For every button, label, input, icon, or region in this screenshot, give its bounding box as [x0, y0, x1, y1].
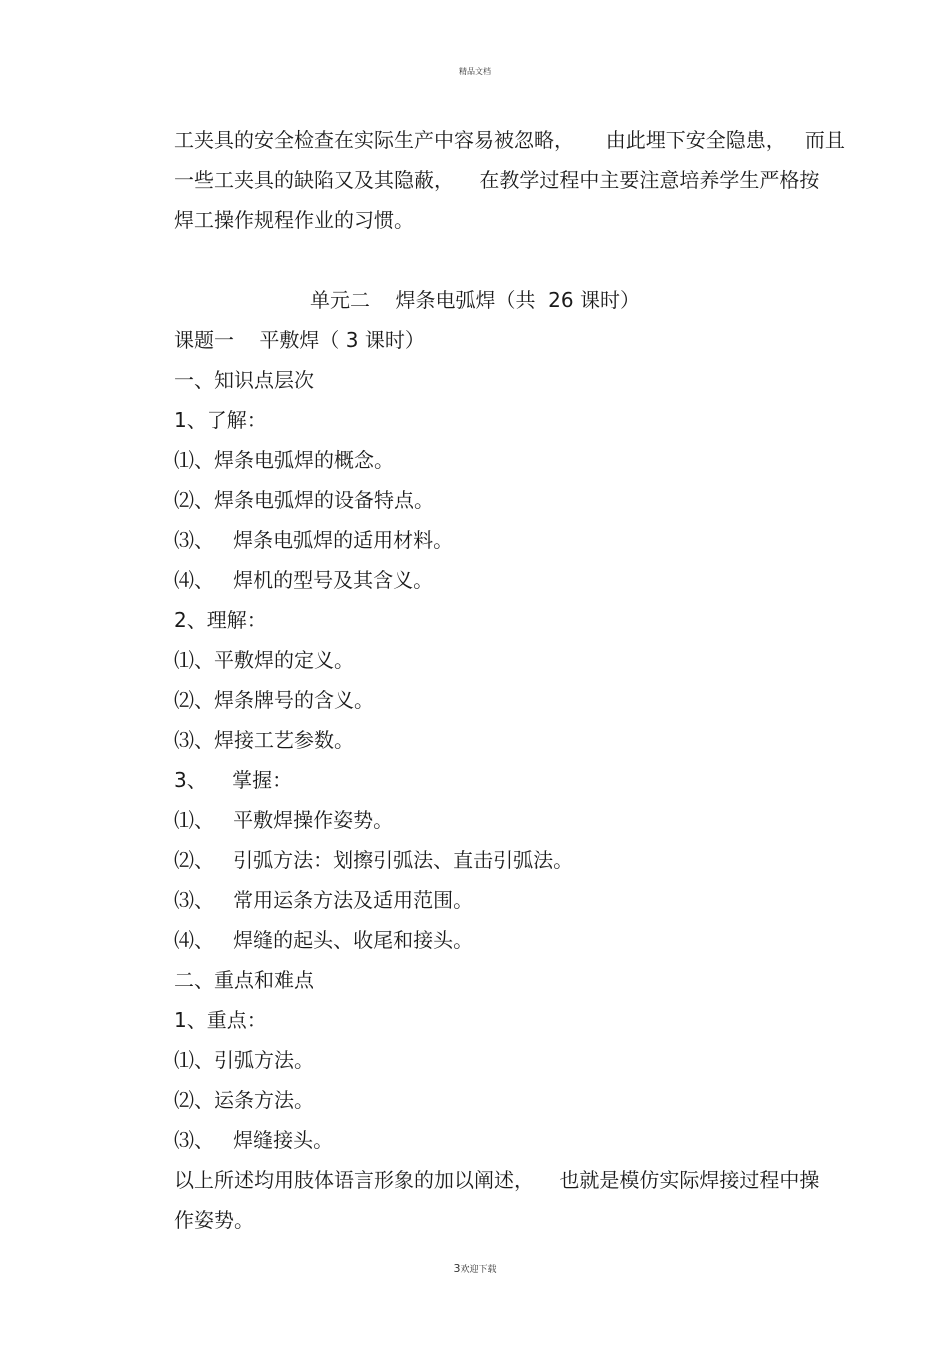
body-line: ⑵、焊条牌号的含义。 [174, 688, 374, 712]
body-line: 2、理解： [174, 608, 267, 632]
body-line: 以上所述均用肢体语言形象的加以阐述， 也就是模仿实际焊接过程中操 [174, 1168, 820, 1192]
unit-title: 单元二 焊条电弧焊（共 26 课时） [310, 288, 640, 312]
page-footer [0, 1262, 950, 1275]
intro-line-2: 一些工夹具的缺陷又及其隐蔽， 在教学过程中主要注意培养学生严格按 [174, 168, 820, 192]
page-header: 精品文档 [459, 67, 491, 76]
body-line: 课题一 平敷焊（ 3 课时） [174, 328, 425, 352]
body-line: 1、了解： [174, 408, 267, 432]
body-line: ⑴、平敷焊的定义。 [174, 648, 354, 672]
body-line: 一、知识点层次 [174, 368, 314, 392]
body-line: ⑷、 焊缝的起头、收尾和接头。 [174, 928, 474, 952]
body-line: ⑶、 焊缝接头。 [174, 1128, 334, 1152]
body-line: 1、重点： [174, 1008, 267, 1032]
intro-line-1: 工夹具的安全检查在实际生产中容易被忽略， 由此埋下安全隐患， 而且 [174, 128, 845, 152]
body-line: ⑶、 焊条电弧焊的适用材料。 [174, 528, 454, 552]
body-line: 作姿势。 [174, 1208, 254, 1232]
body-line: ⑵、 引弧方法：划擦引弧法、直击引弧法。 [174, 848, 574, 872]
body-line: ⑶、 常用运条方法及适用范围。 [174, 888, 474, 912]
body-line: ⑵、运条方法。 [174, 1088, 314, 1112]
page-number: 3 [453, 1262, 461, 1275]
intro-line-3: 焊工操作规程作业的习惯。 [174, 208, 414, 232]
body-line: 二、重点和难点 [174, 968, 314, 992]
body-line: ⑶、焊接工艺参数。 [174, 728, 354, 752]
body-line: ⑷、 焊机的型号及其含义。 [174, 568, 434, 592]
body-line: ⑵、焊条电弧焊的设备特点。 [174, 488, 434, 512]
body-line: ⑴、引弧方法。 [174, 1048, 314, 1072]
body-line: ⑴、焊条电弧焊的概念。 [174, 448, 394, 472]
body-line: ⑴、 平敷焊操作姿势。 [174, 808, 394, 832]
footer-text: 欢迎下载 [460, 1265, 497, 1275]
body-line: 3、 掌握： [174, 768, 293, 792]
